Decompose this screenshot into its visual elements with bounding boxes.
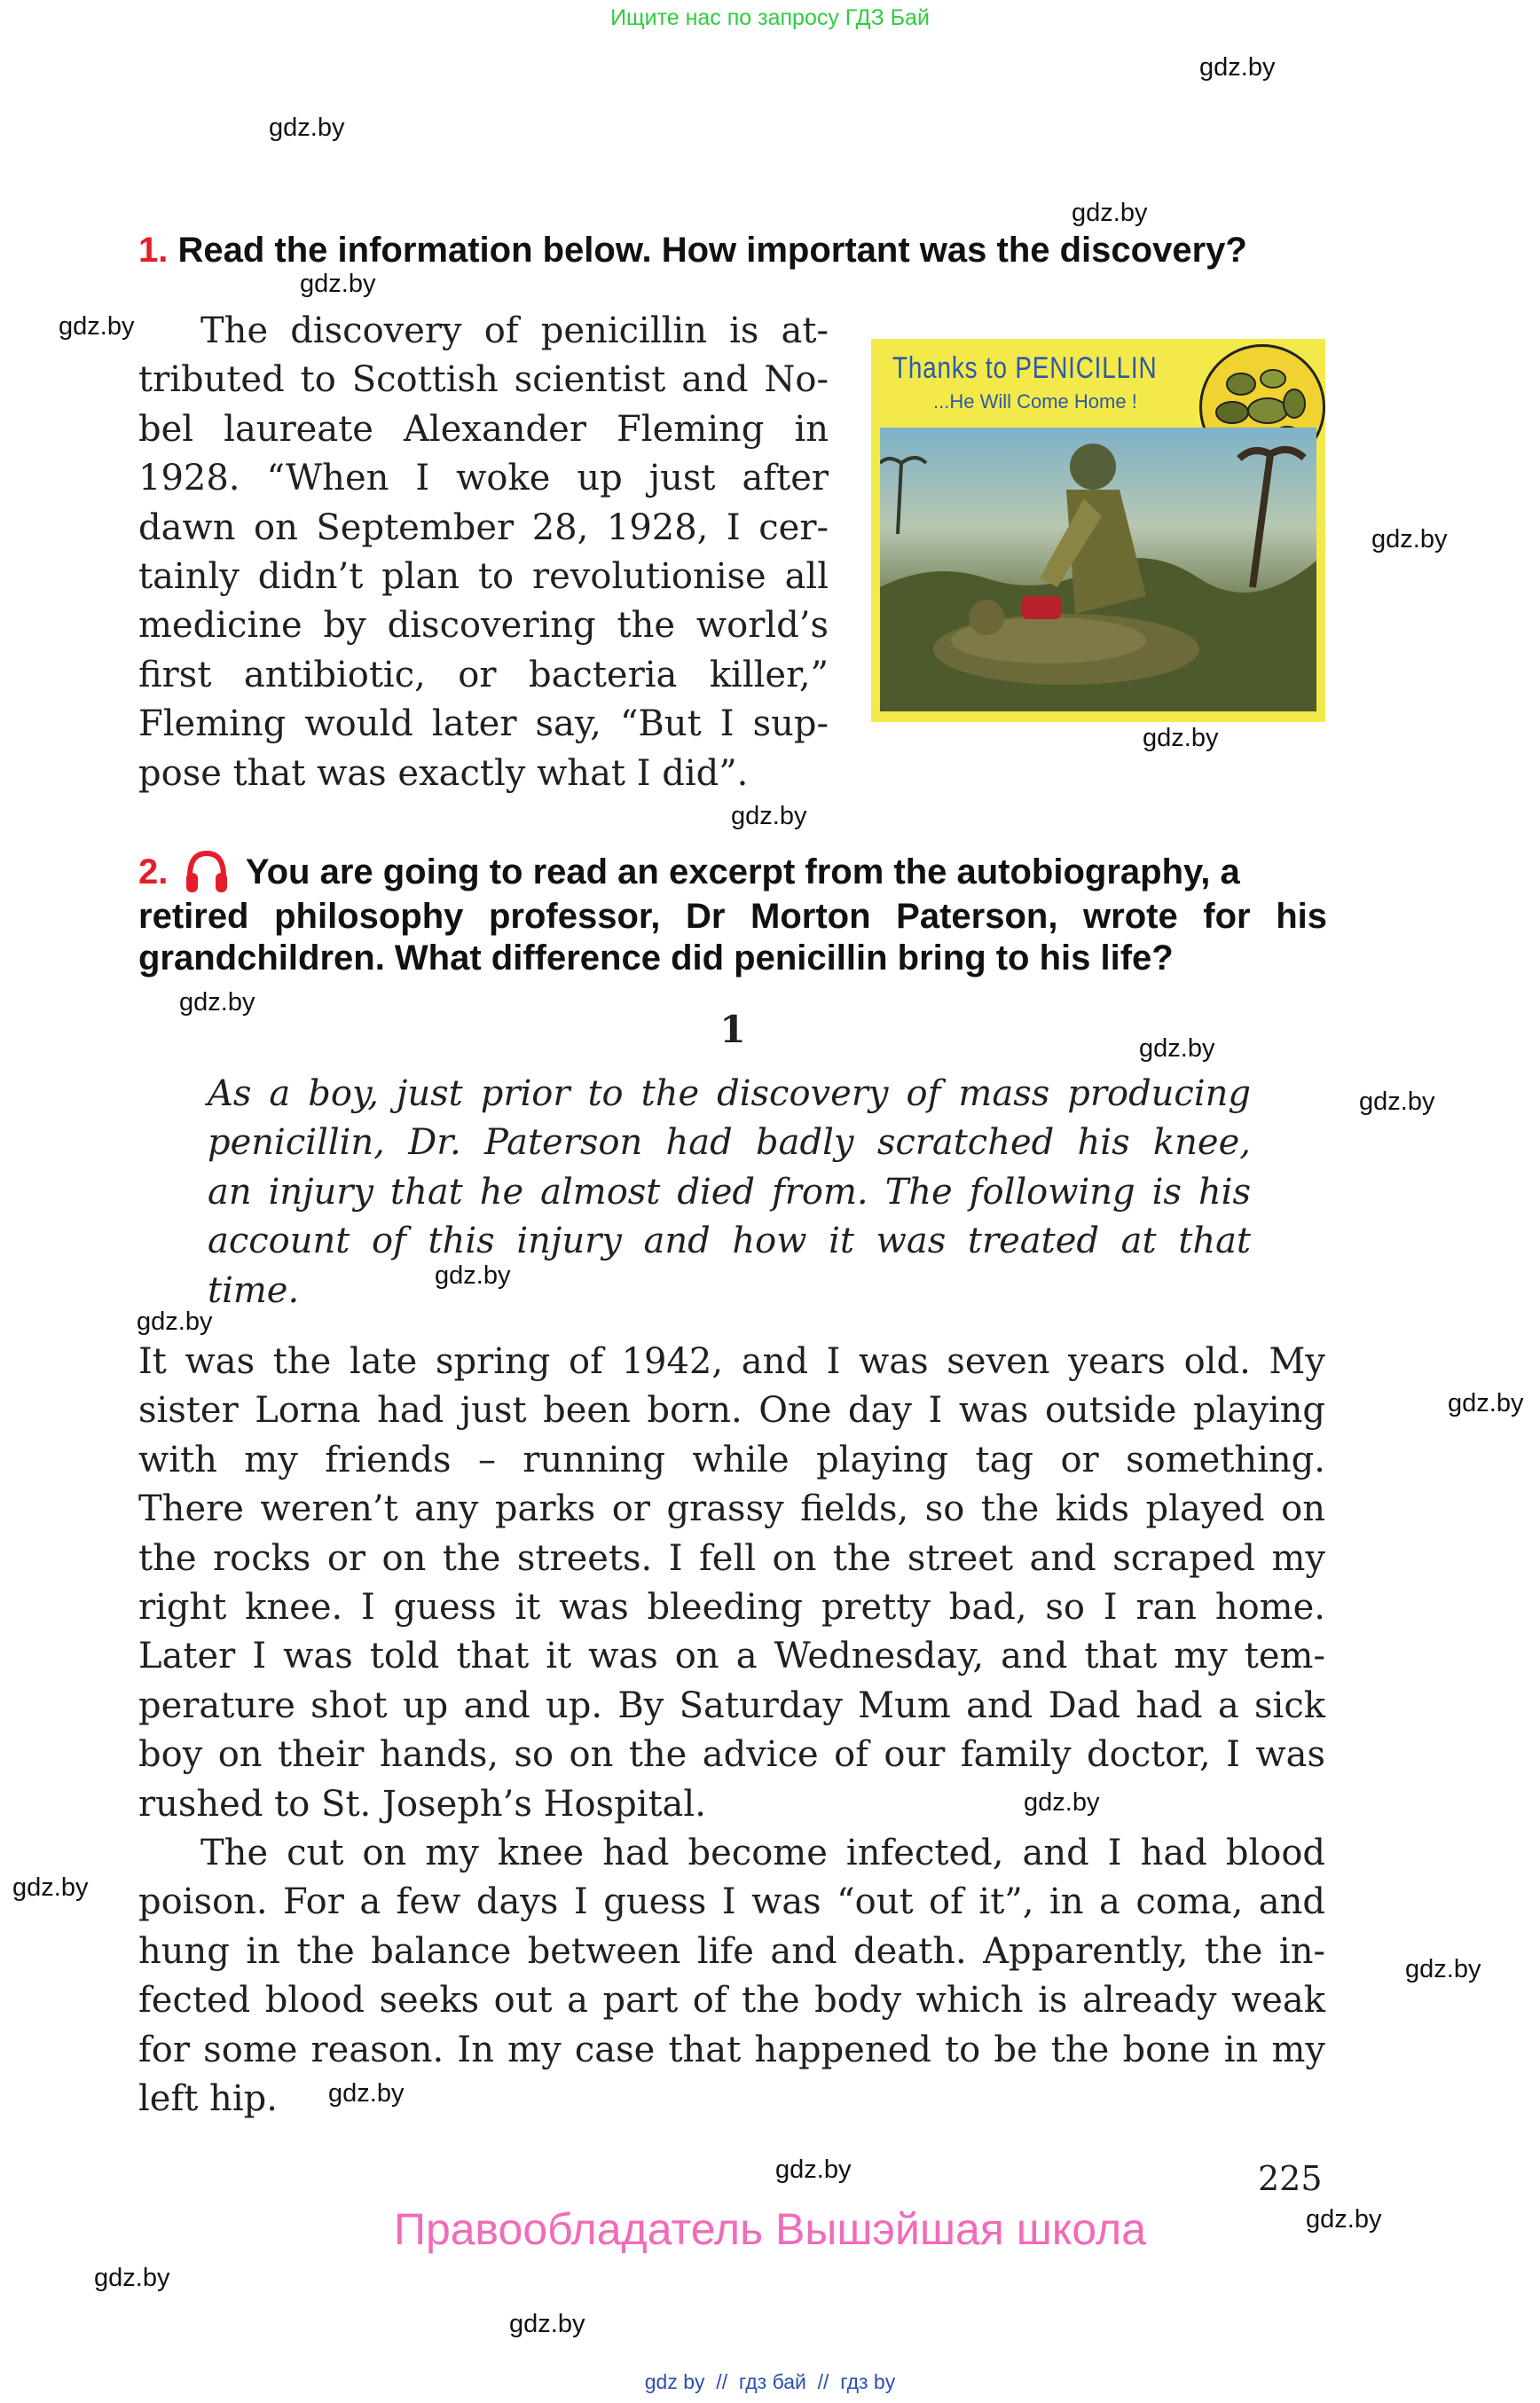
text-line: fected blood seeks out a part of the body which is already weak	[138, 1980, 1325, 2022]
text-line: penicillin, Dr. Paterson had badly scratched his knee,	[208, 1122, 1251, 1164]
text-line: tainly didn’t plan to revolutionise all	[138, 556, 829, 598]
text-line: for some reason. In my case that happened to be the bone in my	[138, 2029, 1325, 2070]
watermark: gdz.by	[509, 2310, 585, 2338]
text-line: It was the late spring of 1942, and I was seven years old. My	[138, 1341, 1325, 1382]
task2-text: You are going to read an excerpt from the autobiography, a	[245, 852, 1240, 891]
task1-heading	[138, 231, 1247, 271]
poster-subtitle: ...He Will Come Home !	[933, 390, 1137, 412]
task2-line: retired philosophy professor, Dr Morton Paterson, wrote for his	[138, 897, 1327, 936]
watermark: gdz.by	[775, 2156, 852, 2184]
text-line: tributed to Scottish scientist and No-	[138, 359, 829, 401]
footer-links[interactable]: gdz by // гдз бай // гдз by	[644, 2370, 896, 2393]
text-line: dawn on September 28, 1928, I cer-	[138, 507, 829, 548]
text-line: Later I was told that it was on a Wednesday, and that my tem-	[138, 1636, 1325, 1677]
text-line: bel laureate Alexander Fleming in	[138, 408, 829, 450]
task2-heading	[138, 848, 1327, 979]
watermark: gdz.by	[328, 2079, 405, 2108]
narrative	[138, 1338, 1325, 2124]
text-line: The cut on my knee had become infected, and I had blood	[200, 1833, 1325, 1874]
watermark: gdz.by	[94, 2264, 170, 2292]
watermark: gdz.by	[269, 114, 345, 142]
text-line: As a boy, just prior to the discovery of mass producing	[208, 1073, 1251, 1114]
text-line: rushed to St. Joseph’s Hospital.	[138, 1783, 706, 1825]
watermark: gdz.by	[179, 988, 255, 1017]
task1-number: 1.	[138, 231, 169, 270]
task1-body	[138, 307, 829, 798]
watermark: gdz.by	[1143, 724, 1219, 752]
text-line: There weren’t any parks or grassy fields, so the kids played on	[138, 1488, 1325, 1530]
task1-text: Read the information below. How important was the discovery?	[177, 231, 1247, 270]
watermark: gdz.by	[1306, 2205, 1382, 2234]
watermark: gdz.by	[1024, 1788, 1100, 1817]
penicillin-poster	[871, 339, 1325, 722]
text-line: pose that was exactly what I did”.	[138, 752, 749, 794]
text-line: medicine by discovering the world’s	[138, 605, 829, 647]
poster-title: Thanks to PENICILLIN	[892, 351, 1158, 385]
text-line: 1928. “When I woke up just after	[138, 458, 829, 499]
page-number: 225	[1258, 2159, 1323, 2198]
text-line: sister Lorna had just been born. One day I was outside playing	[138, 1390, 1325, 1432]
task2-number: 2.	[138, 852, 169, 891]
section-number: 1	[719, 1008, 746, 1051]
text-line: right knee. I guess it was bleeding pretty bad, so I ran home.	[138, 1587, 1325, 1629]
watermark: gdz.by	[435, 1261, 511, 1290]
text-line: account of this injury and how it was treated at that	[208, 1221, 1251, 1262]
text-line: perature shot up and up. By Saturday Mum and Dad had a sick	[138, 1684, 1325, 1726]
text-line: the rocks or on the streets. I fell on the street and scraped my	[138, 1537, 1325, 1579]
headphones-icon	[183, 848, 231, 896]
text-line: left hip.	[138, 2078, 278, 2120]
watermark: gdz.by	[1371, 525, 1448, 554]
task2-line: grandchildren. What difference did penicillin bring to his life?	[138, 938, 1174, 978]
soldier-aid-scene	[880, 428, 1316, 711]
watermark: gdz.by	[1448, 1389, 1524, 1417]
text-line: first antibiotic, or bacteria killer,”	[138, 654, 829, 695]
watermark: gdz.by	[1072, 199, 1148, 227]
watermark: gdz.by	[1199, 53, 1276, 82]
watermark: gdz.by	[12, 1873, 89, 1902]
text-line: boy on their hands, so on the advice of our family doctor, I was	[138, 1734, 1325, 1776]
text-line: time.	[208, 1269, 300, 1311]
text-line: The discovery of penicillin is at-	[200, 310, 829, 351]
watermark: gdz.by	[137, 1308, 213, 1336]
watermark: gdz.by	[59, 312, 135, 341]
task2-line	[138, 848, 1327, 896]
rights-holder: Правообладатель Вышэйшая школа	[394, 2204, 1146, 2254]
text-line: hung in the balance between life and death. Apparently, the in-	[138, 1930, 1325, 1972]
watermark: gdz.by	[1405, 1955, 1481, 1983]
watermark: gdz.by	[1139, 1034, 1215, 1063]
watermark: gdz.by	[1359, 1088, 1435, 1116]
text-line: Fleming would later say, “But I sup-	[138, 703, 829, 745]
top-note: Ищите нас по запросу ГДЗ Бай	[610, 5, 930, 30]
watermark: gdz.by	[731, 802, 807, 830]
watermark: gdz.by	[300, 270, 376, 298]
text-line: poison. For a few days I guess I was “out of it”, in a coma, and	[138, 1881, 1325, 1923]
text-line: an injury that he almost died from. The following is his	[208, 1171, 1251, 1213]
section-intro	[208, 1070, 1251, 1315]
text-line: with my friends – running while playing tag or something.	[138, 1439, 1325, 1480]
